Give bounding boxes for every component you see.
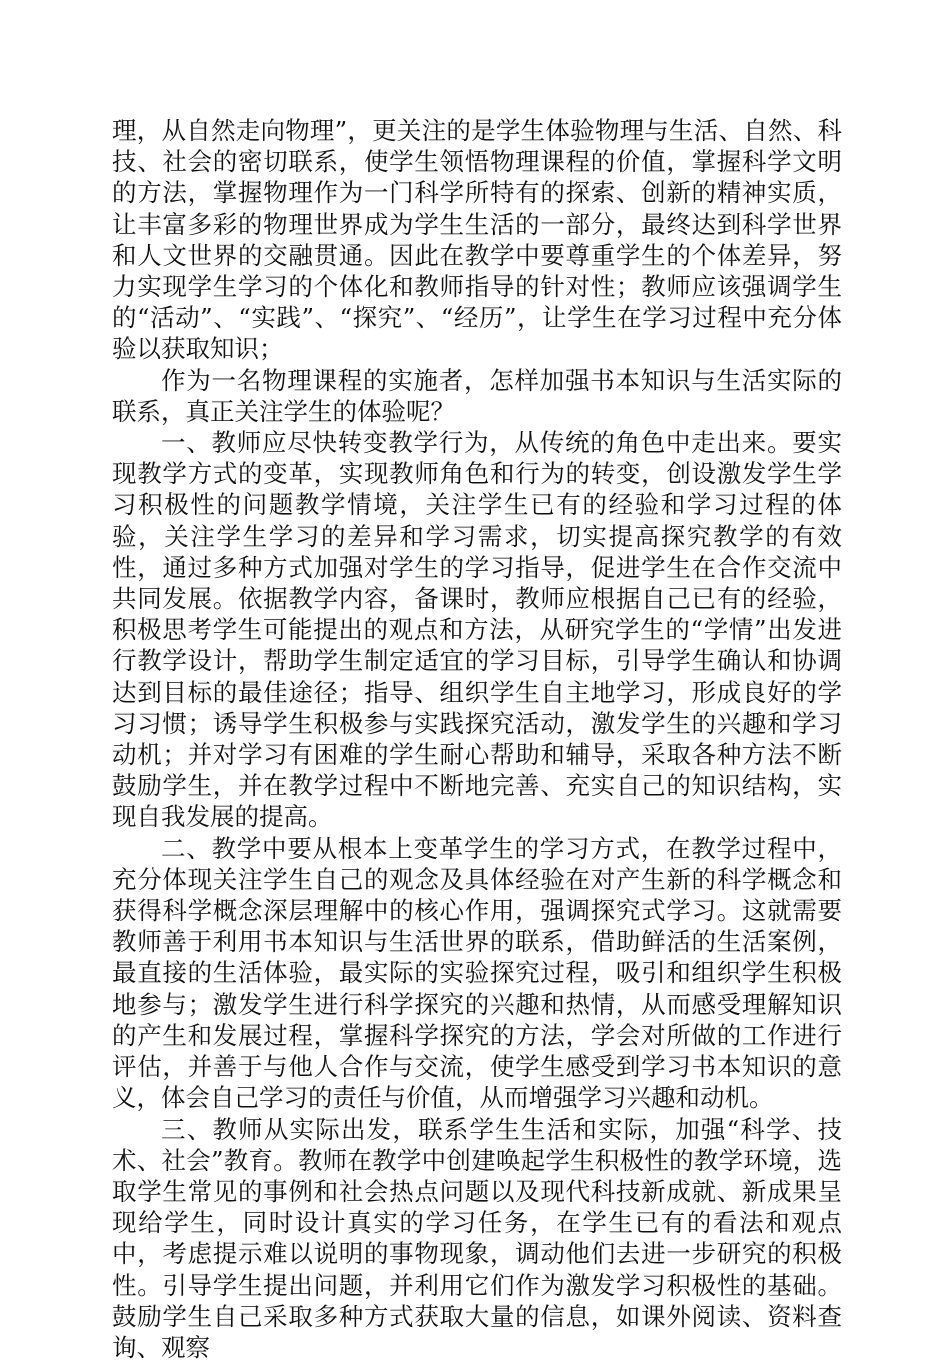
paragraph-continuation: 理，从自然走向物理”，更关注的是学生体验物理与生活、自然、科技、社会的密切联系，使学生领悟物理课程的价值，掌握科学文明的方法，掌握物理作为一门科学所特有的探索、创新的精神实质，让丰富多彩的物理世界成为学生生活的一部分，最终达到科学世界和人文世界的交融贯通。因此在教学中要尊重学生的个体差异，努力实现学生学习的个体化和教师指导的针对性；教师应该强调学生的“活动”、“实践”、“探究”、“经历”，让学生在学习过程中充分体验以获取知识；	[112, 115, 842, 365]
paragraph-question: 作为一名物理课程的实施者，怎样加强书本知识与生活实际的联系，真正关注学生的体验呢？	[112, 365, 842, 427]
body-text	[112, 115, 842, 1363]
paragraph-point-one: 一、教师应尽快转变教学行为，从传统的角色中走出来。要实现教学方式的变革，实现教师角色和行为的转变，创设激发学生学习积极性的问题教学情境，关注学生已有的经验和学习过程的体验，关注学生学习的差异和学习需求，切实提高探究教学的有效性，通过多种方式加强对学生的学习指导，促进学生在合作交流中共同发展。依据教学内容，备课时，教师应根据自己已有的经验，积极思考学生可能提出的观点和方法，从研究学生的“学情”出发进行教学设计，帮助学生制定适宜的学习目标，引导学生确认和协调达到目标的最佳途径；指导、组织学生自主地学习，形成良好的学习习惯；诱导学生积极参与实践探究活动，激发学生的兴趣和学习动机；并对学习有困难的学生耐心帮助和辅导，采取各种方法不断鼓励学生，并在教学过程中不断地完善、充实自己的知识结构，实现自我发展的提高。	[112, 427, 842, 833]
paragraph-point-three: 三、教师从实际出发，联系学生生活和实际，加强“科学、技术、社会”教育。教师在教学中创建唤起学生积极性的教学环境，选取学生常见的事例和社会热点问题以及现代科技新成就、新成果呈现给学生，同时设计真实的学习任务，在学生已有的看法和观点中，考虑提示难以说明的事物现象，调动他们去进一步研究的积极性。引导学生提出问题，并利用它们作为激发学习积极性的基础。鼓励学生自己采取多种方式获取大量的信息，如课外阅读、资料查询、观察	[112, 1114, 842, 1363]
paragraph-point-two: 二、教学中要从根本上变革学生的学习方式，在教学过程中，充分体现关注学生自己的观念及具体经验在对产生新的科学概念和获得科学概念深层理解中的核心作用，强调探究式学习。这就需要教师善于利用书本知识与生活世界的联系，借助鲜活的生活案例，最直接的生活体验，最实际的实验探究过程，吸引和组织学生积极地参与；激发学生进行科学探究的兴趣和热情，从而感受理解知识的产生和发展过程，掌握科学探究的方法，学会对所做的工作进行评估，并善于与他人合作与交流，使学生感受到学习书本知识的意义，体会自己学习的责任与价值，从而增强学习兴趣和动机。	[112, 833, 842, 1114]
